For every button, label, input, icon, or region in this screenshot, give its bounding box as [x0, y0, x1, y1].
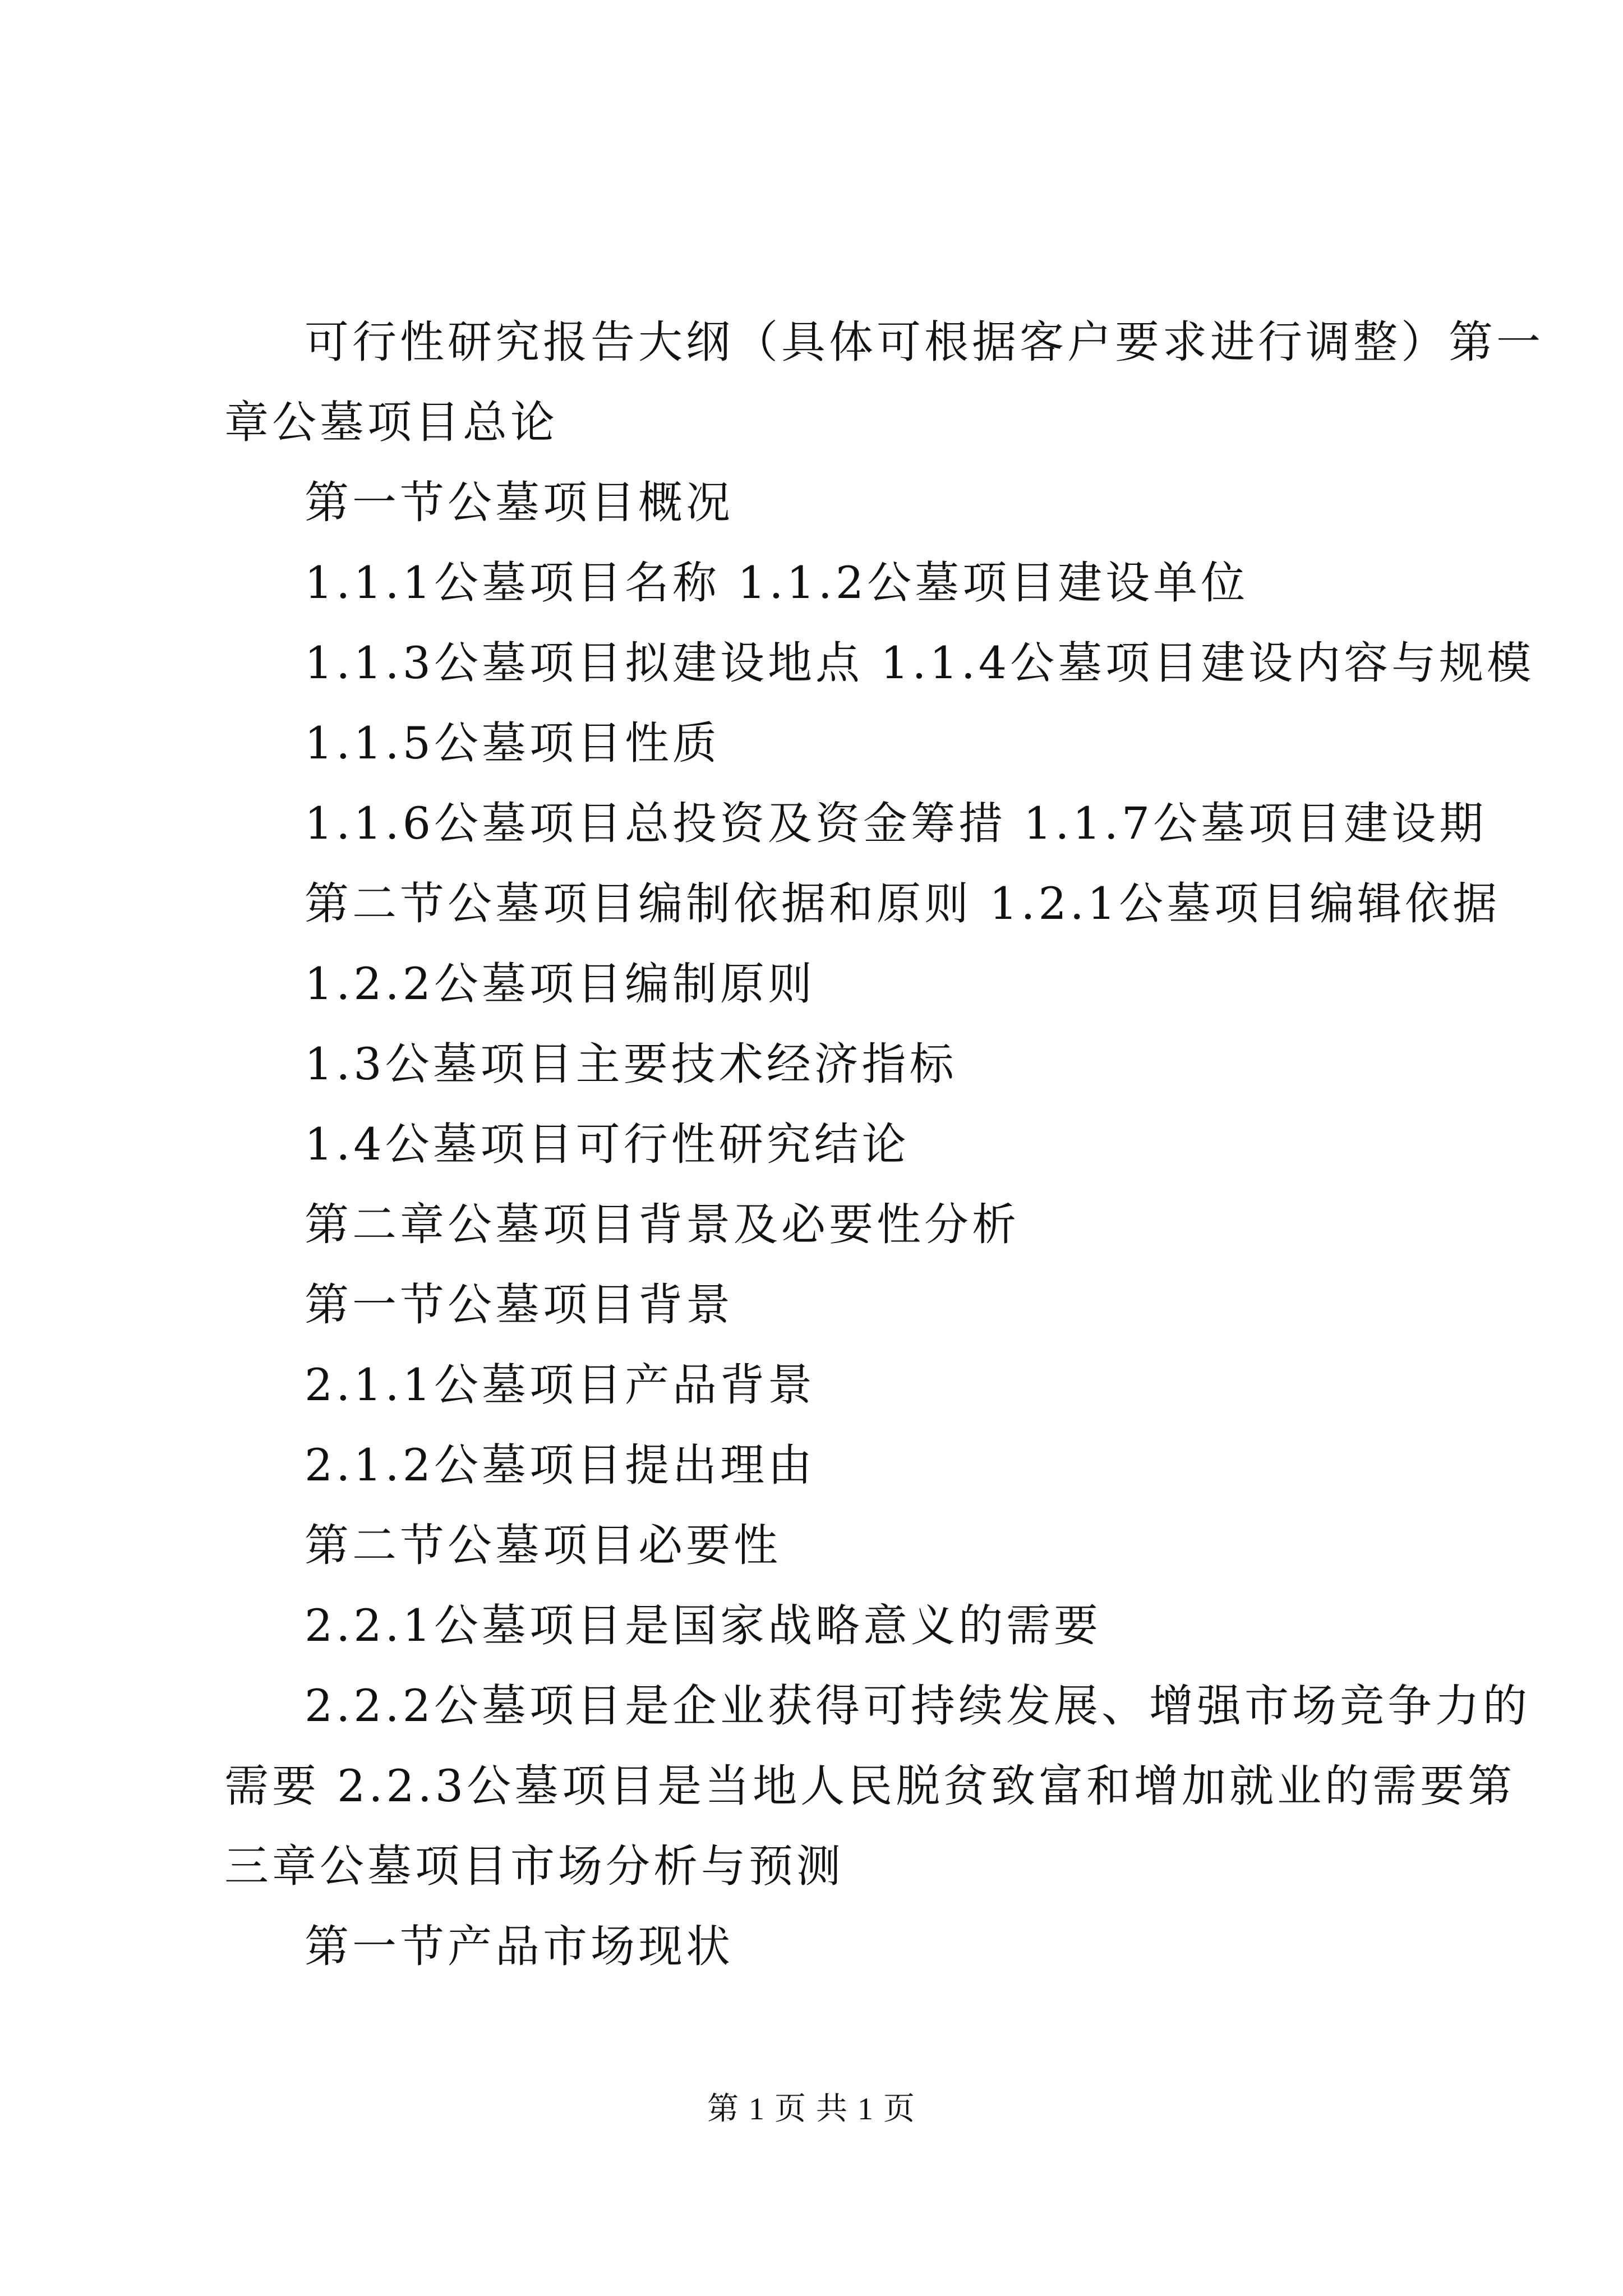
outline-item: 2.1.1公墓项目产品背景 [305, 1359, 816, 1411]
section-heading: 第一节产品市场现状 [305, 1921, 734, 1972]
section-heading: 第二节公墓项目必要性 [305, 1520, 781, 1571]
outline-item: 1.1.1公墓项目名称 1.1.2公墓项目建设单位 [305, 557, 1249, 609]
chapter-heading: 三章公墓项目市场分析与预测 [224, 1841, 844, 1892]
outline-item: 2.2.1公墓项目是国家战略意义的需要 [305, 1600, 1102, 1651]
outline-item: 2.2.2公墓项目是企业获得可持续发展、增强市场竞争力的 [305, 1680, 1531, 1732]
outline-item: 1.1.3公墓项目拟建设地点 1.1.4公墓项目建设内容与规模 [305, 637, 1535, 689]
outline-item: 1.2.2公墓项目编制原则 [305, 958, 816, 1010]
section-heading: 第一节公墓项目背景 [305, 1279, 734, 1331]
page-number-footer: 第 1 页 共 1 页 [707, 2092, 916, 2127]
section-heading: 第一节公墓项目概况 [305, 477, 734, 528]
outline-item: 1.1.5公墓项目性质 [305, 717, 721, 769]
outline-item: 1.4公墓项目可行性研究结论 [305, 1119, 910, 1170]
outline-item: 需要 2.2.3公墓项目是当地人民脱贫致富和增加就业的需要第 [224, 1760, 1516, 1812]
outline-item: 1.1.6公墓项目总投资及资金筹措 1.1.7公墓项目建设期 [305, 798, 1487, 849]
outline-item: 1.3公墓项目主要技术经济指标 [305, 1038, 957, 1090]
paragraph-title-line-2: 章公墓项目总论 [224, 397, 558, 448]
section-heading: 第二节公墓项目编制依据和原则 1.2.1公墓项目编辑依据 [305, 878, 1501, 930]
paragraph-title-line-1: 可行性研究报告大纲（具体可根据客户要求进行调整）第一 [305, 316, 1544, 368]
outline-item: 2.1.2公墓项目提出理由 [305, 1439, 816, 1491]
chapter-heading: 第二章公墓项目背景及必要性分析 [305, 1199, 1020, 1250]
